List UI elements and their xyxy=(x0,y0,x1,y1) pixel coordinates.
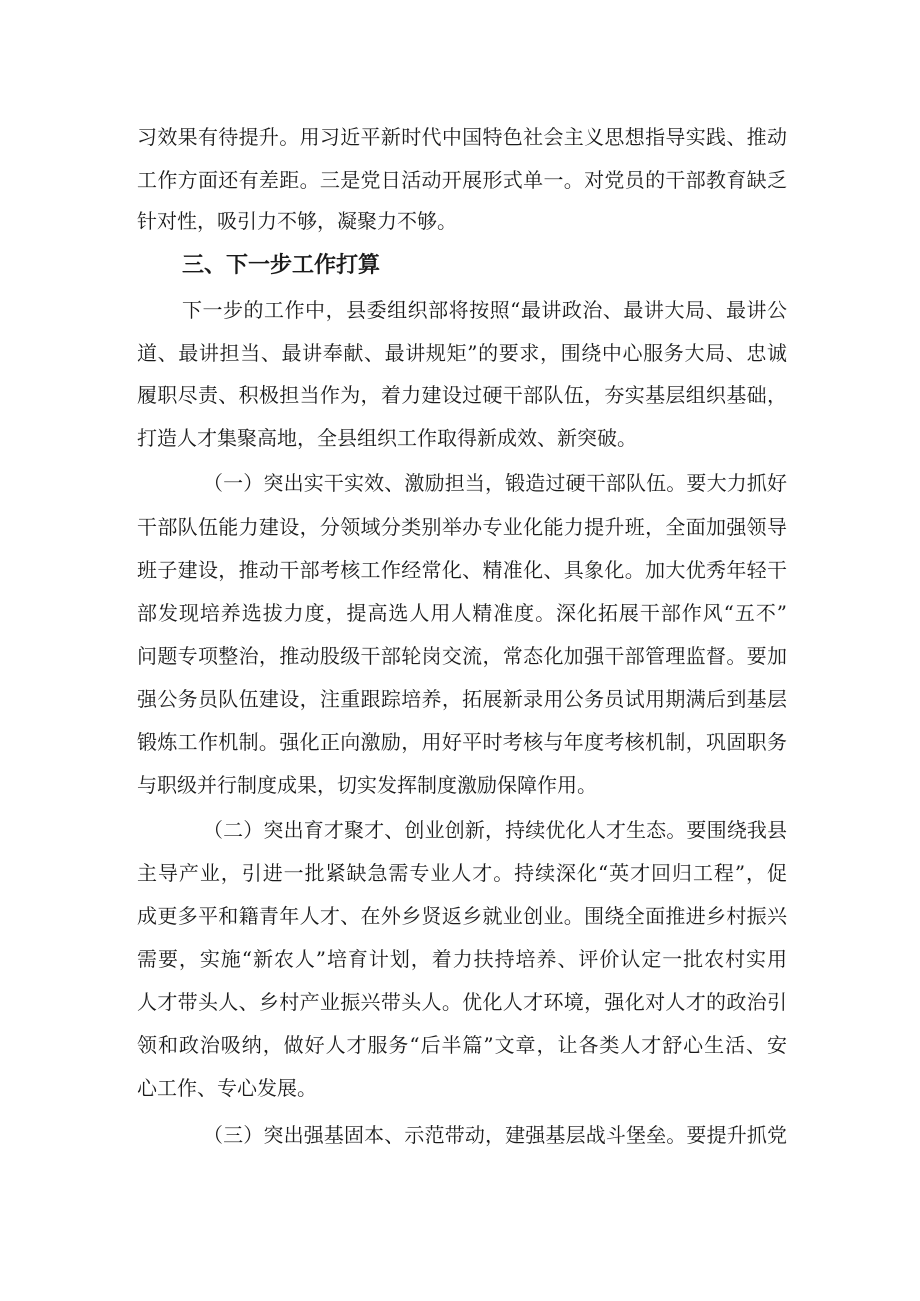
overview-line-2: 道、最讲担当、最讲奉献、最讲规矩”的要求，围绕中心服务大局、忠诚 xyxy=(137,341,787,365)
item2-line-5: 人才带头人、乡村产业振兴带头人。优化人才环境，强化对人才的政治引 xyxy=(137,990,787,1014)
item3-line-1: （三）突出强基固本、示范带动，建强基层战斗堡垒。要提升抓党 xyxy=(203,1123,787,1147)
item1-line-6: 强公务员队伍建设，注重跟踪培养，拓展新录用公务员试用期满后到基层 xyxy=(137,687,787,711)
item2-line-3: 成更多平和籍青年人才、在外乡贤返乡就业创业。围绕全面推进乡村振兴 xyxy=(137,904,787,928)
section-heading: 三、下一步工作打算 xyxy=(182,253,381,278)
item2-line-4: 需要，实施“新农人”培育计划，着力扶持培养、评价认定一批农村实用 xyxy=(137,947,787,971)
item1-line-3: 班子建设，推动干部考核工作经常化、精准化、具象化。加大优秀年轻干 xyxy=(137,558,787,582)
item2-line-6: 领和政治吸纳，做好人才服务“后半篇”文章，让各类人才舒心生活、安 xyxy=(137,1033,787,1057)
intro-line-3: 针对性，吸引力不够，凝聚力不够。 xyxy=(137,209,457,233)
overview-line-4: 打造人才集聚高地，全县组织工作取得新成效、新突破。 xyxy=(137,426,637,450)
intro-line-1: 习效果有待提升。用习近平新时代中国特色社会主义思想指导实践、推动 xyxy=(137,125,787,149)
overview-line-3: 履职尽责、积极担当作为，着力建设过硬干部队伍，夯实基层组织基础， xyxy=(137,383,787,407)
item1-line-8: 与职级并行制度成果，切实发挥制度激励保障作用。 xyxy=(137,773,597,797)
item1-line-4: 部发现培养选拔力度，提高选人用人精准度。深化拓展干部作风“五不” xyxy=(137,601,787,625)
item1-line-5: 问题专项整治，推动股级干部轮岗交流，常态化加强干部管理监督。要加 xyxy=(137,644,787,668)
intro-line-2: 工作方面还有差距。三是党日活动开展形式单一。对党员的干部教育缺乏 xyxy=(137,168,787,192)
item2-line-7: 心工作、专心发展。 xyxy=(137,1076,317,1100)
overview-line-1: 下一步的工作中，县委组织部将按照“最讲政治、最讲大局、最讲公 xyxy=(182,298,787,322)
item1-line-7: 锻炼工作机制。强化正向激励，用好平时考核与年度考核机制，巩固职务 xyxy=(137,730,787,754)
item1-line-1: （一）突出实干实效、激励担当，锻造过硬干部队伍。要大力抓好 xyxy=(203,471,787,495)
item2-line-2: 主导产业，引进一批紧缺急需专业人才。持续深化“英才回归工程”，促 xyxy=(137,861,787,885)
item2-line-1: （二）突出育才聚才、创业创新，持续优化人才生态。要围绕我县 xyxy=(203,818,787,842)
item1-line-2: 干部队伍能力建设，分领域分类别举办专业化能力提升班，全面加强领导 xyxy=(137,515,787,539)
